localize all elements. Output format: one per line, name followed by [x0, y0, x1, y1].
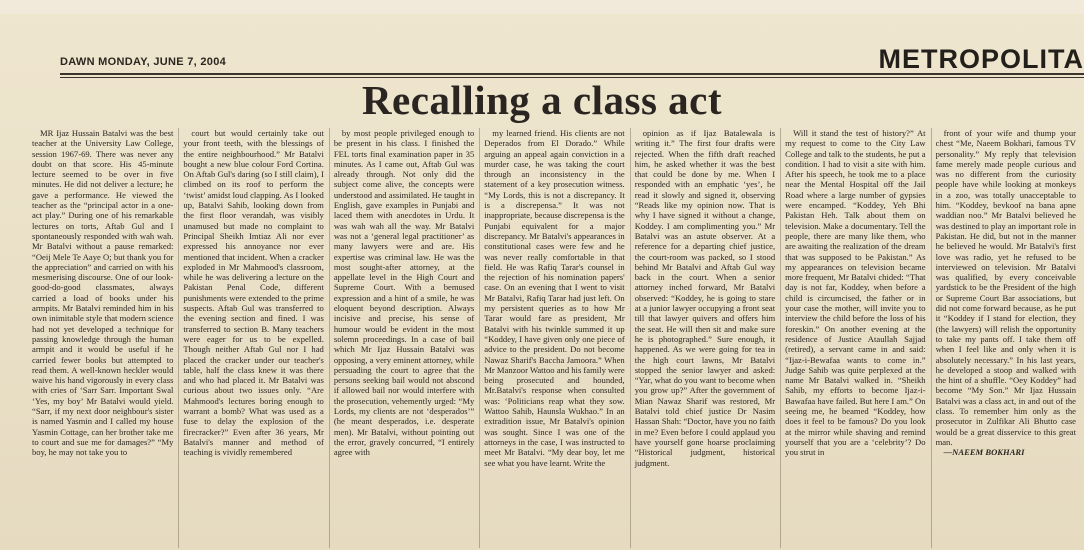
column-text: my learned friend. His clients are not Deperados from El Dorado.” While arguing an appeal again conviction in a murder case, he was taking the court through an inconsistency in the statement of a key prosecution witness. “My Lords, this is not a discrepancy. It is a discrepensa.” It was not inappropriate, because discrepensa is the Punjabi equivalent for a major discrepancy. Mr Batalvi's appearances in constitutional cases were few and he was never really comfortable in that field. He was Rafiq Tarar's counsel in the rejection of his nomination papers' case. On an evening that I went to visit Mr Batalvi, Rafiq Tarar had just left. On my persistent queries as to how Mr Tarar would fare as president, Mr Batalvi with his twinkle summed it up “Koddey, I have given only one piece of advice to the president. Do not become Nawaz Sharif's Baccha Jamoora.” When Mr Manzoor Wattoo and his family were being prosecuted and hounded, Mr.Batalvi's response when consulted was: ‘Politicians reap what they sow. Wattoo Sahib, Haunsla Wukhao.” In an extradition issue, Mr Batalvi's opinion was sought. Since I was one of the attorneys in the case, I was instructed to meet Mr Batalvi. “My dear boy, let me see what you have learnt. Write the: [484, 128, 625, 468]
headline: Recalling a class act: [361, 77, 723, 123]
byline: —NAEEM BOKHARI: [943, 447, 1025, 458]
header-rule: [60, 73, 1084, 75]
column-text: opinion as if Ijaz Batalewala is writing it.” The first four drafts were rejected. When the fifth draft reached him, he asked whether it was the best that could be done by me. When I responded with an emphatic ‘yes’, he read it slowly and signed it, observing “Reads like my opinion now. That is why I have signed it without a change, Koddey. I am complimenting you.” Mr Batalvi was an astute observer. At a reference for a departing chief justice, the court-room was packed, so I stood behind Mr Batalvi and Aftab Gul way back in the court. When a senior attorney inched forward, Mr Batalvi observed: “Koddey, he is going to stare at a junior lawyer occupying a front seat till that lawyer quivers and offers him the seat. He will then sit and make sure he is photographed.” Sure enough, it happened. As we were going for tea in the high court lawns, Mr Batalvi stopped the senior lawyer and asked: “Yar, what do you want to become when you grow up?” After the government of Mian Nawaz Sharif was restored, Mr Batalvi told chief justice Dr Nasim Hassan Shah: “Doctor, have you no faith in me? Even before I could applaud you have yourself gone hoarse proclaiming “Historical judgment, historical judgment.: [634, 128, 776, 468]
article-column-5: [630, 128, 779, 548]
column-text: by most people privileged enough to be present in his class. I finished the FEL torts final examination paper in 35 minutes. As I came out, Aftab Gul was already through. Not only did the subject come alive, the concepts were understood and assimilated. He taught in English, gave examples in Punjabi and laced them with anecdotes in Urdu. It was wah wah all the way. Mr Batalvi was not a ‘general legal practitioner’ as many lawyers were and are. His expertise was criminal law. He was the most sought-after attorney, at the appellate level in the High Court and Supreme Court. With a bemused expression and a hint of a smile, he was eloquent beyond description. Always incisive and precise, his sense of humour would be evident in the most solemn proceedings. In a case of bail which Mr Ijaz Hussain Batalvi was opposing, a very eminent attorney, while persuading the court to agree that the persons seeking bail would not abscond if allowed bail nor would interfere with the prosecution, vehemently urged: “My Lords, my clients are not ‘desperados’” (he meant desperados, i.e. desperate men). Mr Batalvi, without pointing out the error, gravely concurred, “I entirely agree with: [333, 128, 475, 458]
article-body: [28, 128, 1080, 548]
article-column-1: [28, 128, 177, 548]
article-column-6: [780, 128, 929, 548]
column-text: Will it stand the test of history?” At my request to come to the City Law College and talk to the students, he put a condition. I had to visit a site with him. After his speech, he took me to a place near the Mental Hospital off the Jail Road where a large number of gypsies were encamped. “Koddey, Yeh Bhi Pakistan Heh. Talk about them on television. Make a documentary. Tell the people, there are many like them, who are awaiting the realization of the dream that was supposed to be Pakistan.” As my appearances on television became more frequent, Mr Batalvi chided: “That day is not far, Koddey, when before a child is circumcised, the father or in your case the mother, will invite you to interview the child before the loss of his foreskin.” On another evening at the residence of Justice Ataullah Sajjad (retired), a servant came in and said: “Ijaz-i-Bewafaa wants to come in.” Judge Sahib was quite perplexed at the name Mr Batalvi walked in. “Sheikh Sahib, my efforts to become Ijaz-i-Bawafaa have failed. But here I am.” On seeing me, he beamed “Koddey, how does it feel to be famous? Do you look at the mirror while shaving and remind yourself that you are a ‘celebrity’? Do you strut in: [785, 128, 926, 458]
page-top-strip: [0, 0, 1084, 14]
column-text: MR Ijaz Hussain Batalvi was the best teacher at the University Law College, session 1967-69. There was never any doubt on that score. His 45-minute lecture seemed to be over in five minutes. He did not deliver a lecture; he gave a performance. He viewed the teacher as the “principal actor in a one-act play.” During one of his remarkable lectures on torts, Aftab Gul and I spontaneously responded with wah wah. Mr Batalvi without a pause remarked: “Oeij Mele Te Aaye O; but thank you for the appreciation” and carried on with his mesmerising discourse. One of our look-good-do-good classmates, always carried a load of books under his armpits. Mr Batalvi reminded him in his own inimitable style that modern science had not yet developed a technique for passing knowledge through the human armpit and it would be useful if he carried fewer books but attempted to read them. A well-known heckler would waive his hand vigorously in every class with cries of ‘Sarr Sarr. Important Swal ‘Yes, my boy’ Mr Batalvi would yield. “Sarr, if my next door neighbour's sister is named Yasmin and I called my house Yasmin Cottage, can her brother take me to court and sue me for damages?” “My boy, he may not take you to: [32, 128, 174, 458]
article-column-4: [479, 128, 628, 548]
column-text: court but would certainly take out your front teeth, with the blessings of the entire neighbourhood.” Mr Batalvi bought a new blue colour Ford Cortina. On Aftab Gul's daring (so I still claim), I climbed on its roof to perform the ‘twist’ amidst loud clapping. As I looked up, Batalvi Sahib, looking down from the first floor verandah, was visibly unamused but made no complaint to Principal Sheikh Imtiaz Ali nor ever expressed his annoyance nor ever mentioned that incident. When a cracker exploded in Mr Mahmood's classroom, while he was delivering a lecture on the Pakistan Penal Code, different punishments were extended to the prime suspects. Aftab Gul was transferred to the evening section and fined. I was transferred to section B. Many teachers were eager for us to be expelled. Though neither Aftab Gul nor I had placed the cracker under our teacher's table, half the class knew it was there and who had placed it. Mr Batalvi was curious about two issues only. “Are Mahmood's lectures boring enough to warrant a bomb? What was used as a fuse to delay the explosion of the firecracker?” Even after 36 years, Mr Batalvi's manner and method of teaching is vividly remembered: [183, 128, 324, 458]
dateline: DAWN MONDAY, JUNE 7, 2004: [60, 56, 227, 68]
section-title: METROPOLITA: [878, 44, 1084, 74]
column-text: front of your wife and thump your chest “Me, Naeem Bokhari, famous TV personality.” My reply that television fame merely made people curious and was no different from the curiosity people have while looking at monkeys in a zoo, was totally unacceptable to him. “Koddey, bevkoof na bana apne waddian noo.” Mr Batalvi believed he was destined to play an important role in Pakistan. He did, but not in the manner he believed he would. Mr Batalvi's first love was radio, yet he refused to be interviewed on television. Mr Batalvi was qualified, by every conceivable yardstick to be the President of the high or Supreme Court Bar associations, but did not come forward because, as he put it “Koddey if I stand for election, they (the lawyers) will relish the opportunity to take my pants off. I take them off when I feel like and only when it is absolutely necessary.” In his last years, he developed a stoop and walked with the hint of a shuffle. “Oey Koddey” had become “My Son.” Mr Ijaz Hussain Batalvi was a class act, in and out of the class. To remember him only as the prosecutor in Zulfikar Ali Bhutto case would be a great disservice to this great man.: [935, 128, 1076, 447]
article-column-7: [931, 128, 1080, 548]
article-column-3: [329, 128, 478, 548]
article-column-2: [178, 128, 327, 548]
